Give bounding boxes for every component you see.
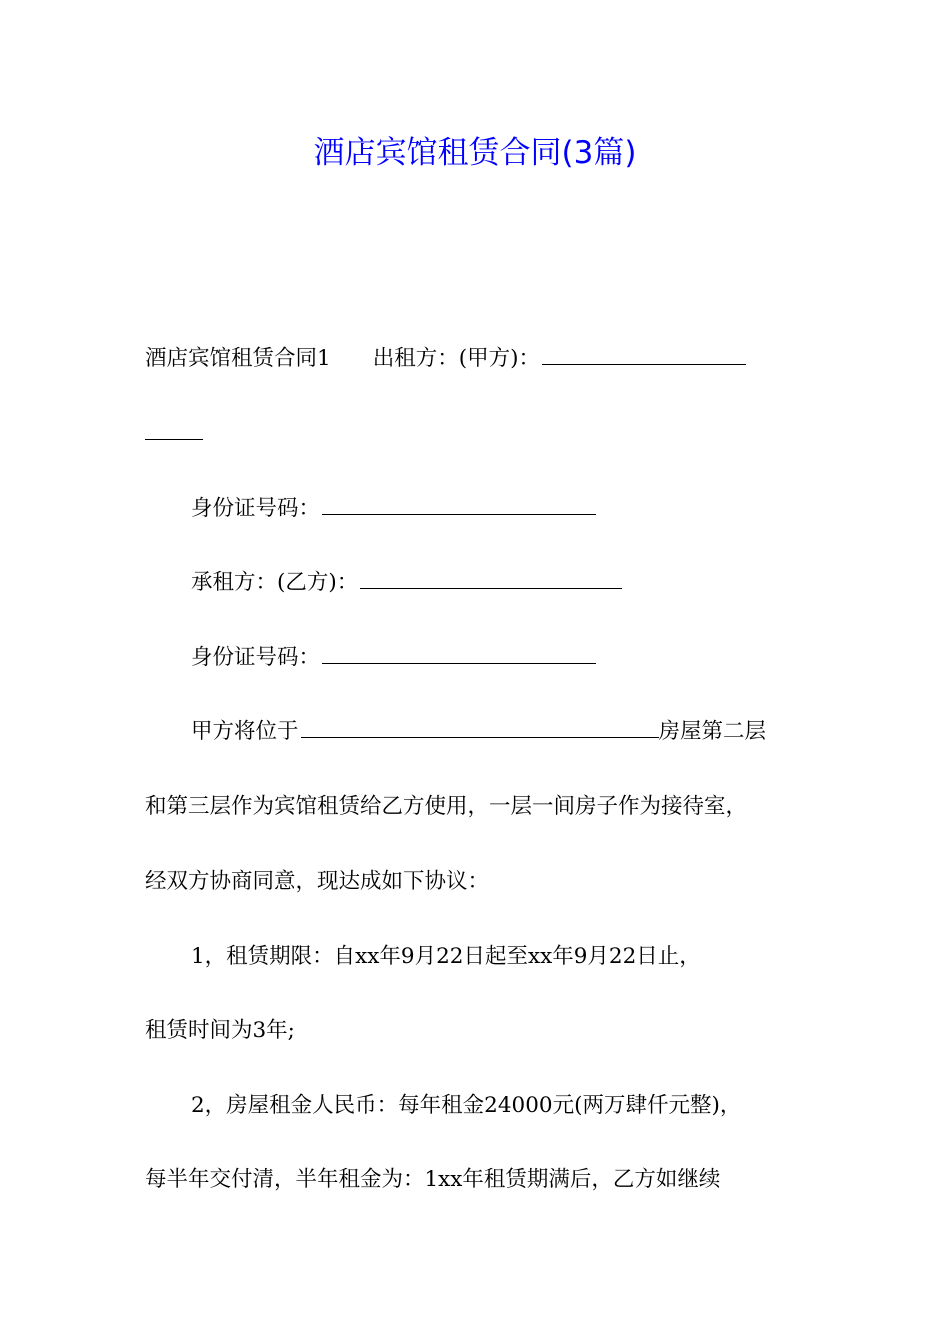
lessor-id-label: 身份证号码：	[191, 496, 321, 521]
location-suffix: 房屋第二层	[658, 719, 767, 744]
contract-heading-line	[145, 343, 845, 375]
location-prefix: 甲方将位于	[191, 719, 299, 744]
lessor-id-blank	[322, 494, 596, 515]
clause-2-continuation: 每半年交付清，半年租金为：1xx年租赁期满后，乙方如继续	[145, 1167, 721, 1192]
lessee-line	[191, 567, 891, 599]
location-line	[191, 716, 891, 748]
clause-1-continuation: 租赁时间为3年;	[145, 1018, 295, 1043]
paragraph-line: 和第三层作为宾馆租赁给乙方使用，一层一间房子作为接待室，	[145, 794, 748, 819]
lessee-id-label: 身份证号码：	[191, 645, 321, 670]
lessor-name-blank-tail	[145, 419, 203, 440]
clause-2-line: 2，房屋租金人民币：每年租金24000元(两万肆仟元整)，	[191, 1093, 742, 1118]
location-blank	[301, 717, 659, 738]
lessor-id-line	[191, 493, 891, 525]
clause-1-line: 1，租赁期限：自xx年9月22日起至xx年9月22日止，	[191, 944, 701, 969]
lessee-id-blank	[322, 643, 596, 664]
lessee-id-line	[191, 642, 891, 674]
contract-heading: 酒店宾馆租赁合同1	[145, 346, 331, 371]
lessor-blank-continuation	[145, 418, 845, 450]
lessee-label: 承租方：(乙方)：	[191, 570, 359, 595]
page-title: 酒店宾馆租赁合同(3篇)	[313, 135, 637, 171]
lessor-label: 出租方：(甲方)：	[372, 346, 540, 371]
paragraph-line: 经双方协商同意，现达成如下协议：	[145, 869, 490, 894]
lessee-name-blank	[360, 568, 622, 589]
lessor-name-blank	[542, 344, 746, 365]
